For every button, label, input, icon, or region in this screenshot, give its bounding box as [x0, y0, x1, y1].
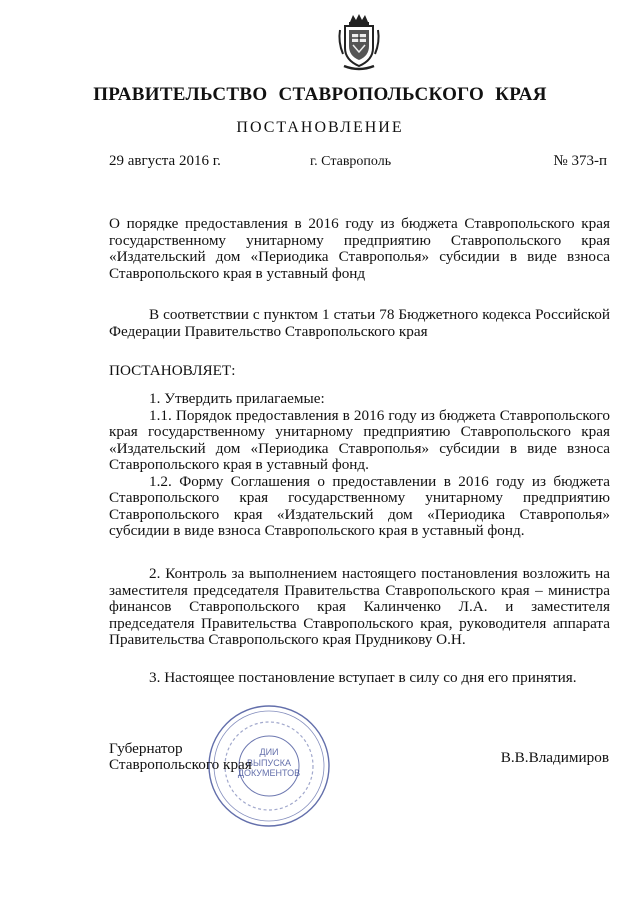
clause-2-block: [109, 566, 610, 649]
clause-3: 3. Настоящее постановление вступает в силу со дня его принятия.: [149, 669, 577, 686]
signatory-name: В.В.Владимиров: [500, 749, 609, 766]
signatory-position: [109, 741, 252, 772]
document-meta: [109, 153, 607, 173]
document-date: 29 августа 2016 г.: [109, 153, 221, 169]
resolves-text: ПОСТАНОВЛЯЕТ:: [109, 362, 236, 379]
clause-1: 1. Утвердить прилагаемые:: [149, 390, 325, 407]
subject-text: О порядке предоставления в 2016 году из бюджета Ставропольского края государственному унитарному предприятию Ставропольского края «Издательский дом «Периодика Ставрополья» субсидии в виде взноса Ставропольского края в уставный фонд: [109, 215, 610, 282]
signatory-position-line-2: Ставропольского края: [109, 755, 252, 773]
clause-1-block: [109, 391, 610, 540]
government-title: ПРАВИТЕЛЬСТВО СТАВРОПОЛЬСКОГО КРАЯ: [93, 84, 547, 105]
document-type: ПОСТАНОВЛЕНИЕ: [236, 119, 404, 136]
coat-of-arms-icon: [336, 12, 382, 72]
clause-3-block: [109, 670, 610, 687]
stamp-text: ДИИ ВЫПУСКА ДОКУМЕНТОВ: [237, 747, 301, 778]
preamble: [109, 307, 610, 340]
signatory-position-line-1: Губернатор: [109, 740, 183, 757]
clause-1-1: 1.1. Порядок предоставления в 2016 году из бюджета Ставропольского края государственному унитарному предприятию Ставропольского края «Издательский дом «Периодика Ставрополья» субсидии в виде взноса Ставропольского края в уставный фонд.: [109, 406, 610, 473]
document-city: г. Ставрополь: [310, 154, 392, 169]
clause-2: 2. Контроль за выполнением настоящего постановления возложить на заместителя председателя Правительства Ставропольского края – министра финансов Ставропольского края Калинченко Л.А. и заместителя председателя Правительства Ставропольского края, руководителя аппарата Правительства Ставропольского края Прудникову О.Н.: [109, 565, 610, 648]
preamble-text: В соответствии с пунктом 1 статьи 78 Бюджетного кодекса Российской Федерации Правительство Ставропольского края: [109, 306, 610, 340]
document-number: № 373-п: [553, 153, 607, 169]
resolves-heading: [109, 363, 610, 380]
document-subject: [109, 216, 610, 282]
clause-1-2: 1.2. Форму Соглашения о предоставлении в 2016 году из бюджета Ставропольского края государственному унитарному предприятию Ставропольского края «Издательский дом «Периодика Ставрополья» субсидии в виде взноса Ставропольского края в уставный фонд.: [109, 472, 610, 539]
